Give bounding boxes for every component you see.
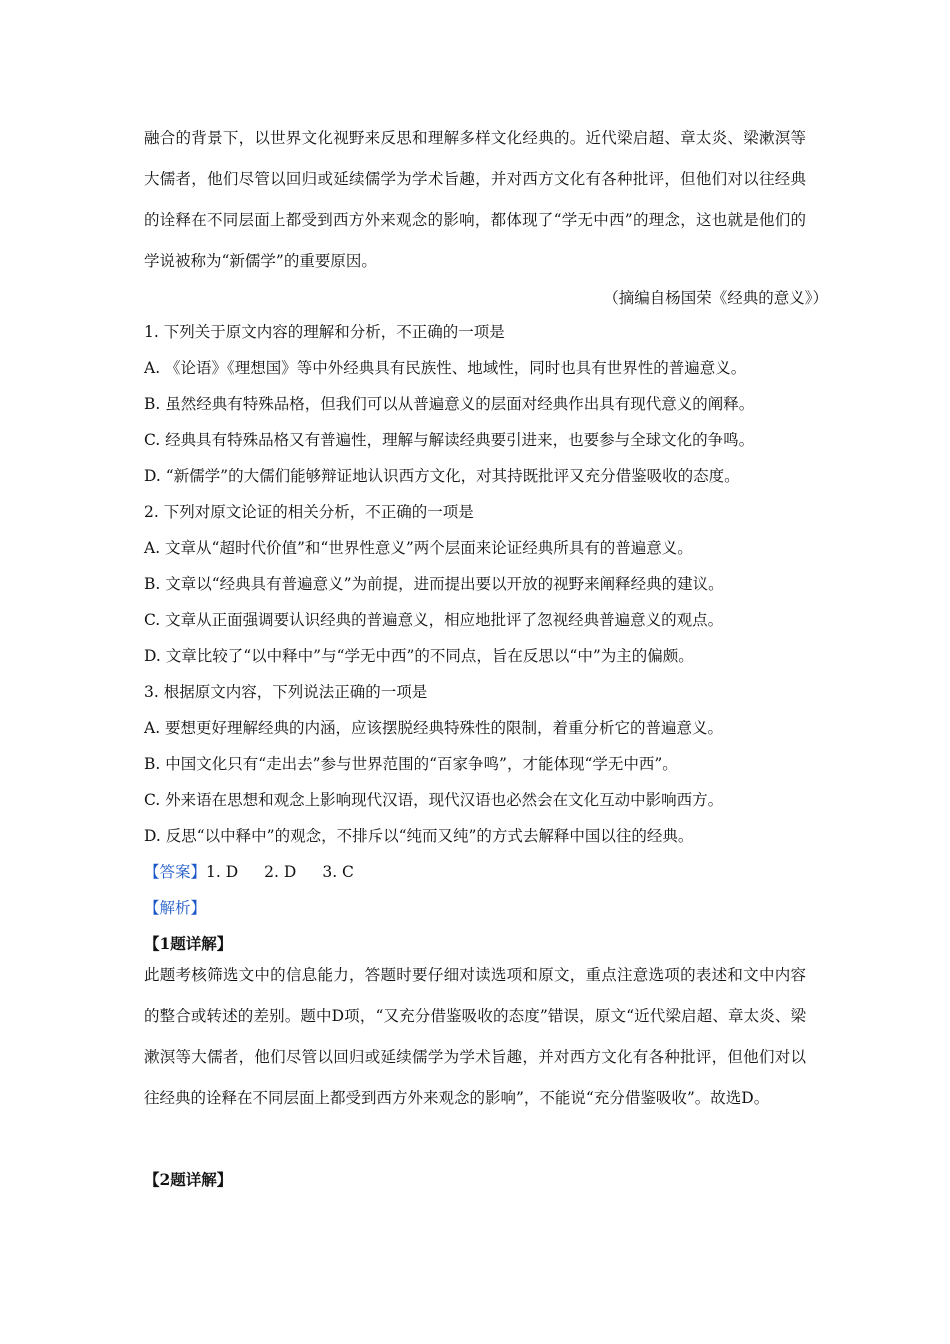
- question-1-detail-label: 【1题详解】: [144, 934, 233, 953]
- answer-item-3: 3. C: [322, 863, 354, 881]
- passage-ending-paragraph: 融合的背景下，以世界文化视野来反思和理解多样文化经典的。近代梁启超、章太炎、梁漱溟等大儒者，他们尽管以回归或延续儒学为学术旨趣，并对西方文化有各种批评，但他们对以往经典的诠释在不同层面上都受到西方外来观念的影响，都体现了“学无中西”的理念，这也就是他们的学说被称为“新儒学”的重要原因。: [144, 129, 806, 270]
- question-1-stem: 1. 下列关于原文内容的理解和分析，不正确的一项是: [144, 323, 505, 341]
- question-1-option-d: D. “新儒学”的大儒们能够辩证地认识西方文化，对其持既批评又充分借鉴吸收的态度。: [144, 467, 740, 485]
- question-1-option-b: B. 虽然经典有特殊品格，但我们可以从普遍意义的层面对经典作出具有现代意义的阐释。: [144, 395, 755, 413]
- question-3-option-a: A. 要想更好理解经典的内涵，应该摆脱经典特殊性的限制，着重分析它的普遍意义。: [144, 719, 724, 737]
- question-2-option-c: C. 文章从正面强调要认识经典的普遍意义，相应地批评了忽视经典普遍意义的观点。: [144, 611, 724, 629]
- analysis-label: 【解析】: [144, 899, 207, 917]
- question-1-option-c: C. 经典具有特殊品格又有普遍性，理解与解读经典要引进来，也要参与全球文化的争鸣。: [144, 431, 755, 449]
- question-2-option-b: B. 文章以“经典具有普遍意义”为前提，进而提出要以开放的视野来阐释经典的建议。: [144, 575, 724, 593]
- answer-label: 【答案】: [144, 863, 207, 881]
- question-2-detail-label: 【2题详解】: [144, 1170, 233, 1189]
- question-1-option-a: A. 《论语》《理想国》等中外经典具有民族性、地域性，同时也具有世界性的普遍意义。: [144, 359, 747, 377]
- source-citation: （摘编自杨国荣《经典的意义》）: [603, 289, 828, 307]
- answer-item-1: 1. D: [206, 863, 239, 881]
- question-1-detail-text: 此题考核筛选文中的信息能力，答题时要仔细对读选项和原文，重点注意选项的表述和文中内容的整合或转述的差别。题中D项，“又充分借鉴吸收的态度”错误，原文“近代梁启超、章太炎、梁漱溟等大儒者，他们尽管以回归或延续儒学为学术旨趣，并对西方文化有各种批评，但他们对以往经典的诠释在不同层面上都受到西方外来观念的影响”，不能说“充分借鉴吸收”。故选D。: [144, 966, 806, 1107]
- question-2-option-d: D. 文章比较了“以中释中”与“学无中西”的不同点，旨在反思以“中”为主的偏颇。: [144, 647, 694, 665]
- question-3-option-c: C. 外来语在思想和观念上影响现代汉语，现代汉语也必然会在文化互动中影响西方。: [144, 791, 724, 809]
- question-3-option-d: D. 反思“以中释中”的观念，不排斥以“纯而又纯”的方式去解释中国以往的经典。: [144, 827, 694, 845]
- question-3-stem: 3. 根据原文内容，下列说法正确的一项是: [144, 683, 428, 701]
- question-2-option-a: A. 文章从“超时代价值”和“世界性意义”两个层面来论证经典所具有的普遍意义。: [144, 539, 693, 557]
- question-3-option-b: B. 中国文化只有“走出去”参与世界范围的“百家争鸣”，才能体现“学无中西”。: [144, 755, 678, 773]
- answer-item-2: 2. D: [264, 863, 297, 881]
- answer-line: [144, 862, 824, 882]
- question-2-stem: 2. 下列对原文论证的相关分析，不正确的一项是: [144, 503, 474, 521]
